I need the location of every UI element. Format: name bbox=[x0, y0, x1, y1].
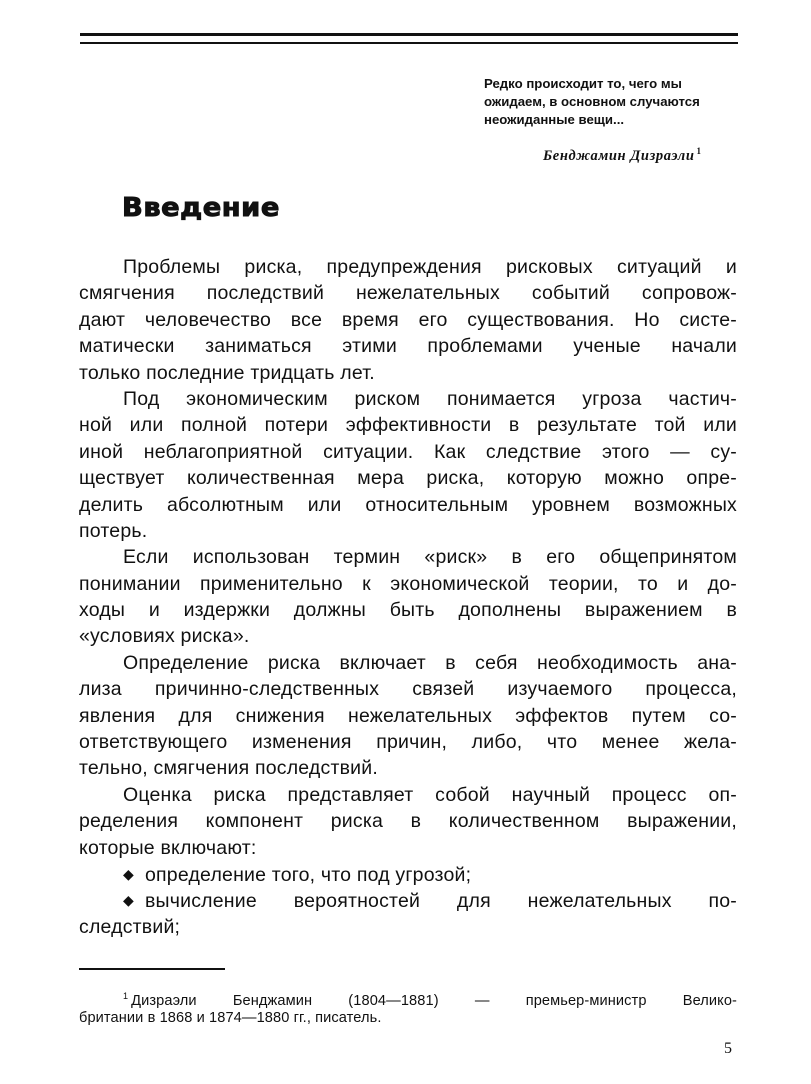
text-line: следствий; bbox=[79, 915, 181, 938]
top-rule-thin bbox=[80, 42, 738, 44]
page-number: 5 bbox=[724, 1040, 732, 1057]
text-line: только последние тридцать лет. bbox=[79, 361, 375, 384]
text-line: дают человечество все время его существования. Но систе- bbox=[79, 308, 737, 331]
footnote-text: Дизраэли Бенджамин (1804—1881) — премьер-министр Велико- bbox=[131, 993, 737, 1009]
text-line: ответствующего изменения причин, либо, что менее жела- bbox=[79, 731, 737, 754]
footnote-reference: 1 bbox=[696, 146, 702, 156]
footnote bbox=[79, 985, 737, 1029]
text-line: Оценка риска представляет собой научный процесс оп- bbox=[123, 783, 737, 806]
text-line: Если использован термин «риск» в его общепринятом bbox=[123, 546, 737, 569]
main-text bbox=[79, 254, 737, 940]
text-line: понимании применительно к экономической теории, то и до- bbox=[79, 572, 737, 595]
text-line: ной или полной потери эффективности в результате той или bbox=[79, 414, 737, 437]
bullet-text: определение того, что под угрозой; bbox=[145, 863, 472, 886]
text-line: потерь. bbox=[79, 519, 148, 542]
text-line: Определение риска включает в себя необходимость ана- bbox=[123, 651, 737, 674]
footnote-rule bbox=[79, 968, 225, 970]
text-line: иной неблагоприятной ситуации. Как следствие этого — су- bbox=[79, 440, 737, 463]
epigraph bbox=[484, 75, 744, 129]
epigraph-line: неожиданные вещи... bbox=[484, 112, 625, 127]
epigraph-author bbox=[543, 146, 702, 165]
top-rule-thick bbox=[80, 33, 738, 36]
text-line: явления для снижения нежелательных эффектов путем со- bbox=[79, 704, 737, 727]
text-line: которые включают: bbox=[79, 836, 257, 859]
diamond-bullet-icon: ◆ bbox=[123, 892, 134, 909]
diamond-bullet-icon: ◆ bbox=[123, 865, 134, 882]
text-line: лиза причинно-следственных связей изучаемого процесса, bbox=[79, 678, 737, 701]
text-line: ходы и издержки должны быть дополнены выражением в bbox=[79, 599, 737, 622]
bullet-item bbox=[79, 887, 737, 913]
footnote-line bbox=[79, 985, 737, 1007]
text-line: делить абсолютным или относительным уровнем возможных bbox=[79, 493, 737, 516]
text-line: тельно, смягчения последствий. bbox=[79, 757, 378, 780]
footnote-mark: 1 bbox=[123, 991, 129, 1001]
text-line: смягчения последствий нежелательных событий сопровож- bbox=[79, 282, 737, 305]
epigraph-line: ожидаем, в основном случаются bbox=[484, 94, 700, 109]
bullet-text: вычисление вероятностей для нежелательных по- bbox=[145, 890, 737, 913]
bullet-item bbox=[79, 861, 737, 887]
text-line: «условиях риска». bbox=[79, 625, 250, 648]
text-line: Под экономическим риском понимается угроза частич- bbox=[123, 387, 737, 410]
text-line: ществует количественная мера риска, которую можно опре- bbox=[79, 467, 737, 490]
author-name: Бенджамин Дизраэли bbox=[543, 148, 695, 164]
footnote-line: британии в 1868 и 1874—1880 гг., писатель. bbox=[79, 1010, 382, 1026]
text-line: Проблемы риска, предупреждения рисковых ситуаций и bbox=[123, 256, 737, 278]
text-line: матически заниматься этими проблемами ученые начали bbox=[79, 335, 737, 358]
epigraph-line: Редко происходит то, чего мы bbox=[484, 76, 682, 91]
chapter-heading: Введение bbox=[122, 193, 280, 223]
text-line: ределения компонент риска в количественном выражении, bbox=[79, 810, 737, 833]
